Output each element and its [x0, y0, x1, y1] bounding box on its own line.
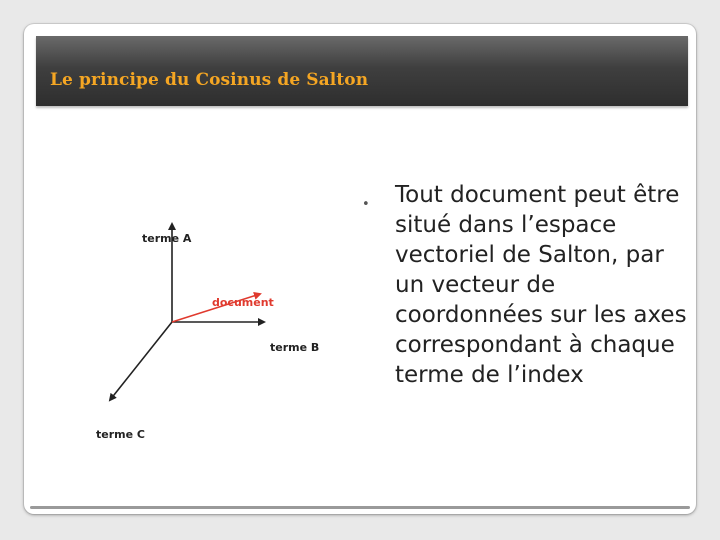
- axis-c-line: [110, 322, 172, 400]
- title-bar: [36, 36, 688, 106]
- axis-b-label: terme B: [270, 341, 320, 354]
- bullet-text: Tout document peut être situé dans l’espace vectoriel de Salton, par un vecteur de coordonnées sur les axes correspondant à chaque terme de l’index: [395, 182, 687, 388]
- axis-a-label: terme A: [142, 232, 192, 245]
- slide-title: Le principe du Cosinus de Salton: [50, 70, 369, 90]
- axis-c-label: terme C: [96, 428, 145, 441]
- bullet-marker: •: [362, 197, 370, 212]
- document-label: document: [212, 296, 274, 309]
- vector-space-diagram: [64, 194, 364, 454]
- slide: [24, 24, 696, 514]
- bottom-divider: [30, 506, 690, 509]
